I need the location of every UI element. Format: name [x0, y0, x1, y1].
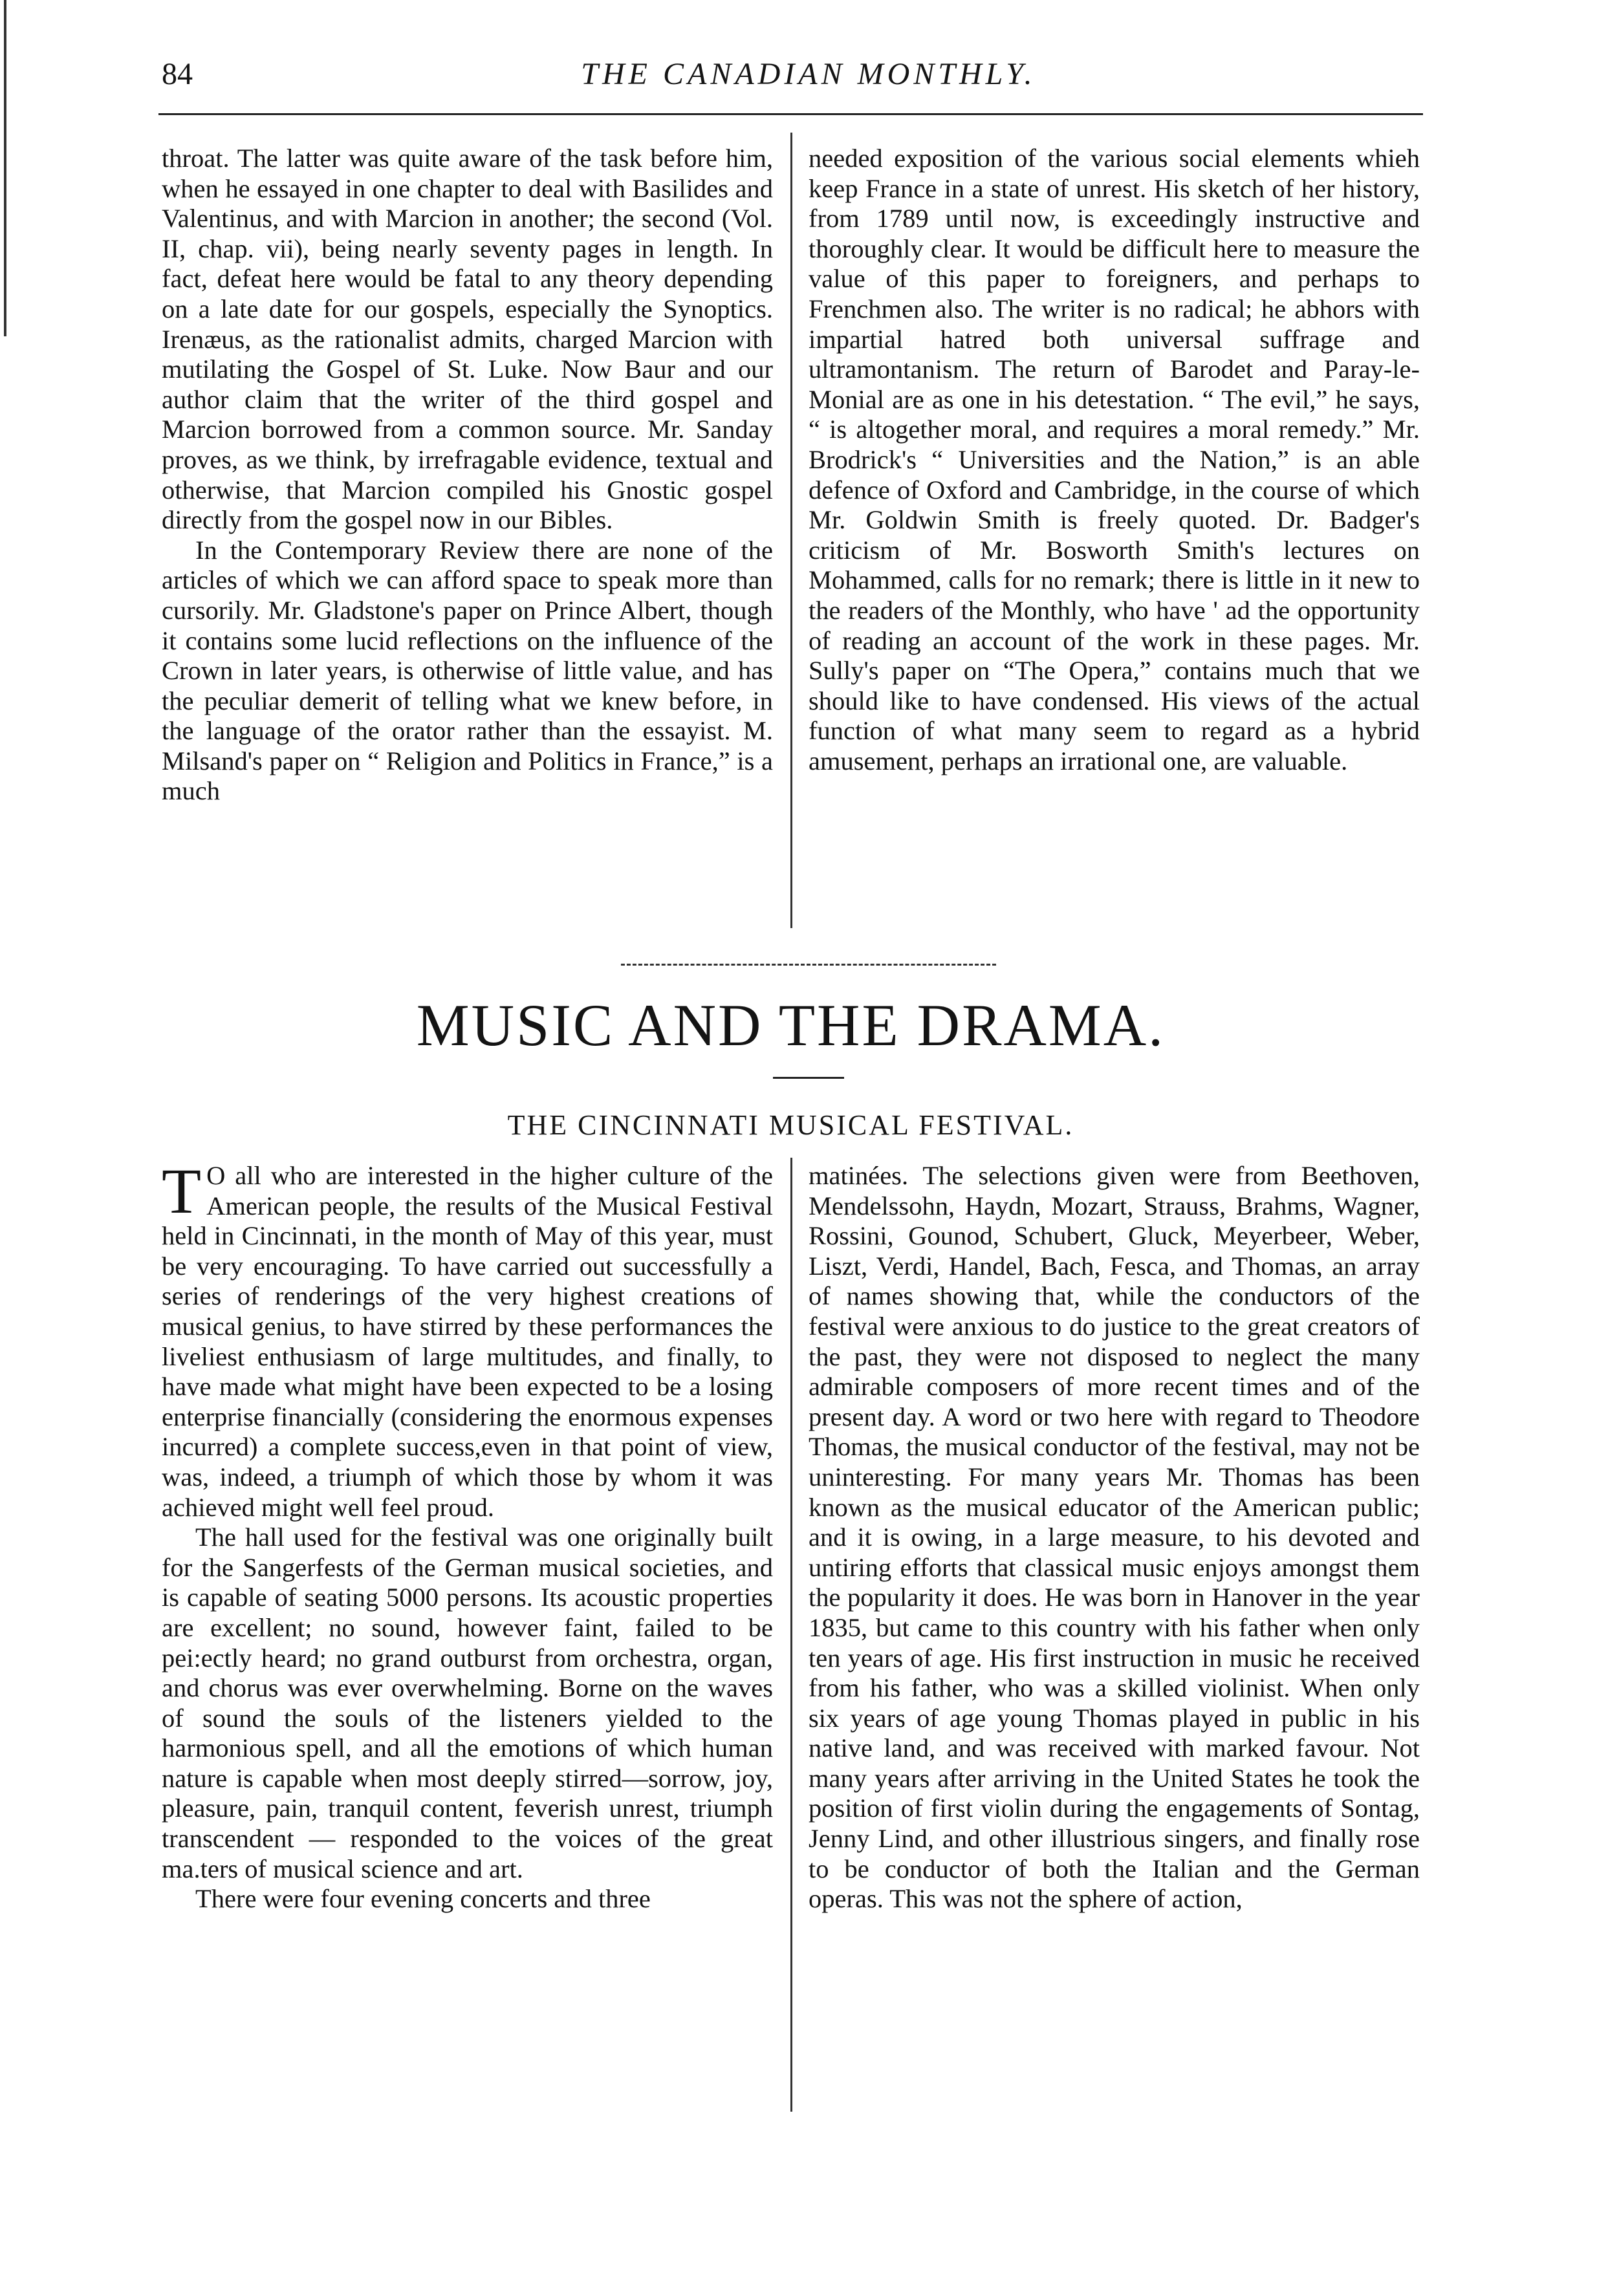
paragraph: matinées. The selections given were from Beethoven, Mendelssohn, Haydn, Mozart, Strauss, Brahms, Wagner, Rossini, Gounod, Schubert, Gluck, Meyerbeer, Weber, Liszt, Verdi, Handel, Bach, Fesca, and Thomas, an array of names showing that, while the conductors of the festival were anxious to do justice to the great creators of the past, they were not disposed to neglect the many admirable composers of more recent times and of the present day. A word or two here with regard to Theodore Thomas, the musical conductor of the festival, may not be uninteresting. For many years Mr. Thomas has been known as the musical educator of the American public; and it is owing, in a large measure, to his devoted and untiring efforts that classical music enjoys amongst them the popularity it does. He was born in Hanover in the year 1835, but came to this country with his father when only ten years of age. His first instruction in music he received from his father, who was a skilled violinist. When only six years of age young Thomas played in public in his native land, and was received with marked favour. Not many years after arriving in the United States he took the position of first violin during the engagements of Sontag, Jenny Lind, and other illustrious singers, and finally rose to be conductor of both the Italian and the German operas. This was not the sphere of action, — [809, 1161, 1420, 1914]
section-divider — [621, 964, 996, 966]
upper-left-column — [162, 144, 773, 807]
column-rule — [790, 133, 792, 928]
section-title: MUSIC AND THE DRAMA. — [416, 992, 1166, 1058]
paragraph — [162, 1155, 773, 1522]
running-head: THE CANADIAN MONTHLY. — [581, 57, 1036, 91]
paragraph: There were four evening concerts and three — [195, 1884, 651, 1914]
page-number: 84 — [162, 57, 193, 91]
paragraph: needed exposition of the various social elements whieh keep France in a state of unrest. His sketch of her history, from 1789 until now, is exceedingly instructive and thoroughly clear. It would be difficult here to measure the value of this paper to foreigners, and perhaps to Frenchmen also. The writer is no radical; he abhors with impartial hatred both universal suffrage and ultramontanism. The return of Barodet and Paray-le-Monial are as one in his detestation. “ The evil,” he says, “ is altogether moral, and requires a moral remedy.” Mr. Brodrick's “ Universities and the Nation,” is an able defence of Oxford and Cambridge, in the course of which Mr. Goldwin Smith is freely quoted. Dr. Badger's criticism of Mr. Bosworth Smith's lectures on Mohammed, calls for no remark; there is little in it new to the readers of the Monthly, who have ' ad the opportunity of reading an account of the work in these pages. Mr. Sully's paper on “The Opera,” contains much that we should like to have condensed. His views of the actual function of what many seem to regard as a hybrid amusement, perhaps an irrational one, are valuable. — [809, 144, 1420, 775]
header-rule — [158, 113, 1423, 115]
upper-right-column — [809, 144, 1420, 776]
subsection-title: THE CINCINNATI MUSICAL FESTIVAL. — [507, 1109, 1074, 1141]
paragraph: The hall used for the festival was one originally built for the Sangerfests of the German musical societies, and is capable of seating 5000 persons. Its acoustic properties are excellent; no sound, however faint, failed to be pei:ectly heard; no grand outburst from orchestra, organ, and chorus was ever overwhelming. Borne on the waves of sound the souls of the listeners yielded to the harmonious spell, and all the emotions of which human nature is capable when most deeply stirred—sorrow, joy, pleasure, pain, tranquil content, feverish unrest, triumph transcendent — responded to the voices of the great ma.ters of musical science and art. — [162, 1522, 773, 1883]
lower-right-column — [809, 1161, 1420, 1914]
paragraph: throat. The latter was quite aware of the task before him, when he essayed in one chapter to deal with Basilides and Valentinus, and with Marcion in another; the second (Vol. II, chap. vii), being nearly seventy pages in length. In fact, defeat here would be fatal to any theory depending on a late date for our gospels, especially the Synoptics. Irenæus, as the rationalist admits, charged Marcion with mutilating the Gospel of St. Luke. Now Baur and our author claim that the writer of the third gospel and Marcion borrowed from a common source. Mr. Sanday proves, as we think, by irrefragable evidence, textual and otherwise, that Marcion compiled his Gnostic gospel directly from the gospel now in our Bibles. — [162, 144, 773, 535]
binding-edge-mark — [4, 0, 6, 336]
lower-left-column — [162, 1155, 773, 1914]
column-rule — [790, 1158, 792, 2112]
drop-cap: T — [162, 1155, 202, 1227]
paragraph: In the Contemporary Review there are none of the articles of which we can afford space to speak more than cursorily. Mr. Gladstone's paper on Prince Albert, though it contains some lucid reflections on the influence of the Crown in later years, is otherwise of little value, and has the peculiar demerit of telling what we knew before, in the language of the orator rather than the essayist. M. Milsand's paper on “ Religion and Politics in France,” is a much — [162, 535, 773, 806]
first-word-caps: O — [206, 1161, 226, 1190]
title-rule — [773, 1077, 844, 1079]
paragraph-text: all who are interested in the higher culture of the American people, the results of the Musical Festival held in Cincinnati, in the month of May of this year, must be very encouraging. To have carried out successfully a series of renderings of the very highest creations of musical genius, to have stirred by these performances the liveliest enthusiasm of large multitudes, and finally, to have made what might have been expected to be a losing enterprise financially (considering the enormous expenses incurred) a complete success,even in that point of view, was, indeed, a triumph of which those by whom it was achieved might well feel proud. — [162, 1161, 773, 1522]
